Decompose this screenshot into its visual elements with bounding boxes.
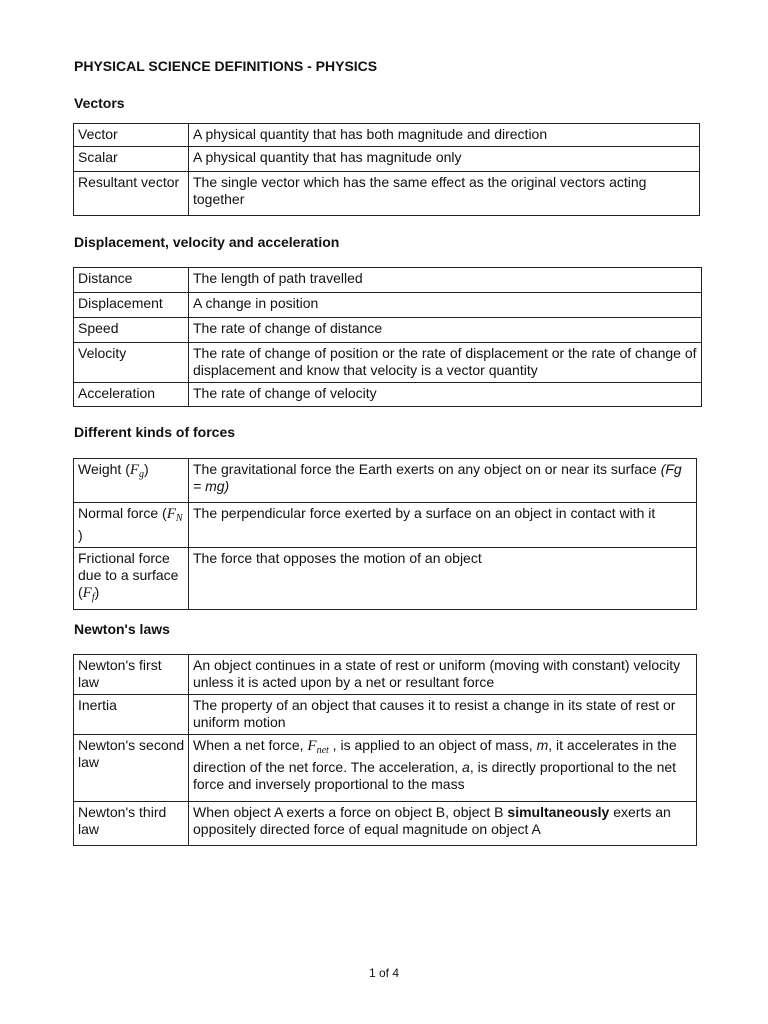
motion-table (73, 267, 702, 407)
definition-cell: The force that opposes the motion of an object (189, 548, 697, 610)
term-cell (74, 503, 189, 548)
definition-text: , it accelerates in the direction of the net force. The acceleration, (193, 737, 677, 775)
table-row (74, 383, 702, 407)
table-row (74, 343, 702, 383)
definition-text: The gravitational force the Earth exerts on any object on or near its surface (193, 461, 657, 477)
term-cell: Newton's second law (74, 735, 189, 802)
table-row (74, 459, 697, 503)
page-number: 1 of 4 (368, 966, 400, 980)
term-cell (74, 548, 189, 610)
section-heading-motion: Displacement, velocity and acceleration (74, 234, 340, 250)
force-subscript: g (139, 469, 145, 480)
forces-table (73, 458, 697, 610)
newton-table (73, 654, 697, 846)
term-cell: Newton's first law (74, 655, 189, 695)
term-text-end: ) (144, 461, 149, 477)
term-text-end: ) (94, 584, 100, 600)
table-row (74, 293, 702, 318)
simultaneously-emphasis: simultaneously (507, 804, 610, 820)
term-text: Frictional force due to a surface ( (78, 550, 179, 600)
definition-cell: A change in position (189, 293, 702, 318)
term-text-end: ) (78, 527, 83, 543)
term-cell: Displacement (74, 293, 189, 318)
force-symbol: F (129, 462, 140, 478)
definition-cell: The rate of change of distance (189, 318, 702, 343)
force-symbol: F (166, 506, 176, 522)
term-cell: Vector (74, 124, 189, 147)
section-heading-forces: Different kinds of forces (74, 424, 236, 440)
definition-cell (189, 802, 697, 846)
definition-text: , is directly proportional to the net force and inversely proportional to the mass (193, 759, 677, 792)
definition-cell: The single vector which has the same effect as the original vectors acting together (189, 172, 700, 216)
table-row (74, 802, 697, 846)
term-cell: Distance (74, 268, 189, 293)
term-cell: Newton's third law (74, 802, 189, 846)
table-row (74, 548, 697, 610)
term-text: Weight ( (78, 461, 130, 477)
acceleration-symbol: a (462, 759, 470, 775)
definition-cell: An object continues in a state of rest or uniform (moving with constant) velocity unless it is acted upon by a net or resultant force (189, 655, 697, 695)
force-subscript: f (91, 592, 95, 603)
force-subscript: N (175, 513, 183, 524)
net-force-subscript: net (316, 745, 329, 756)
document-title: PHYSICAL SCIENCE DEFINITIONS - PHYSICS (74, 58, 378, 74)
definition-text: When a net force, (193, 737, 308, 753)
definition-cell (189, 459, 697, 503)
term-cell: Resultant vector (74, 172, 189, 216)
mass-symbol: m (536, 737, 549, 753)
definition-cell: The rate of change of velocity (189, 383, 702, 407)
table-row (74, 503, 697, 548)
term-cell: Inertia (74, 695, 189, 735)
definition-cell: The rate of change of position or the rate of displacement or the rate of change of displacement and know that velocity is a vector quantity (189, 343, 702, 383)
term-cell (74, 459, 189, 503)
term-cell: Scalar (74, 147, 189, 172)
definition-cell (189, 735, 697, 802)
definition-cell: The property of an object that causes it to resist a change in its state of rest or uniform motion (189, 695, 697, 735)
table-row (74, 147, 700, 172)
vectors-table (73, 123, 700, 216)
definition-text: exerts an oppositely directed force of equal magnitude on object A (193, 804, 671, 837)
section-heading-vectors: Vectors (74, 95, 125, 111)
table-row (74, 735, 697, 802)
term-cell: Velocity (74, 343, 189, 383)
term-text: Normal force ( (78, 505, 167, 521)
definition-cell: A physical quantity that has magnitude only (189, 147, 700, 172)
net-force-symbol: F (307, 738, 317, 754)
table-row (74, 172, 700, 216)
section-heading-newton: Newton's laws (74, 621, 170, 637)
force-symbol: F (82, 585, 92, 601)
table-row (74, 124, 700, 147)
table-row (74, 268, 702, 293)
weight-equation: (Fg = mg) (193, 461, 682, 494)
definition-text: When object A exerts a force on object B, object B (193, 804, 508, 820)
table-row (74, 655, 697, 695)
term-cell: Acceleration (74, 383, 189, 407)
definition-cell: A physical quantity that has both magnitude and direction (189, 124, 700, 147)
definition-text: , is applied to an object of mass, (328, 737, 537, 753)
table-row (74, 318, 702, 343)
definition-cell: The length of path travelled (189, 268, 702, 293)
table-row (74, 695, 697, 735)
term-cell: Speed (74, 318, 189, 343)
definition-cell: The perpendicular force exerted by a surface on an object in contact with it (189, 503, 697, 548)
